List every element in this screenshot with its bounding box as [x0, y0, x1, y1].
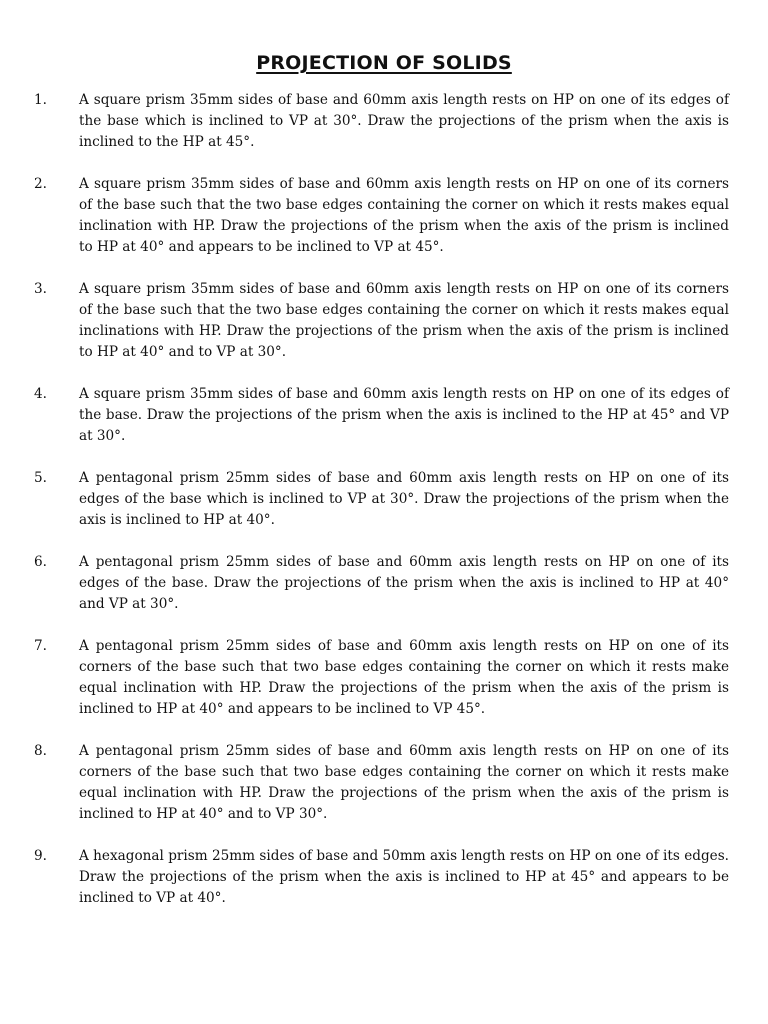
question-item-6: [0, 552, 768, 615]
question-item-7: [0, 636, 768, 720]
question-text: A pentagonal prism 25mm sides of base and 60mm axis length rests on HP on one of its edges of the base. Draw the projections of the prism when the axis is inclined to HP at 40° and VP at 30°.: [79, 554, 729, 612]
question-number: 6.: [34, 554, 47, 570]
question-number: 3.: [34, 281, 47, 297]
question-text: A square prism 35mm sides of base and 60mm axis length rests on HP on one of its edges of the base which is inclined to VP at 30°. Draw the projections of the prism when the axis is inclined to the HP at 45°.: [79, 92, 729, 150]
question-number: 4.: [34, 386, 47, 402]
question-item-1: [0, 90, 768, 153]
question-number: 9.: [34, 848, 47, 864]
question-item-2: [0, 174, 768, 258]
question-item-9: [0, 846, 768, 909]
question-text: A pentagonal prism 25mm sides of base and 60mm axis length rests on HP on one of its edges of the base which is inclined to VP at 30°. Draw the projections of the prism when the axis is inclined to HP at 40°.: [79, 470, 729, 528]
question-text: A square prism 35mm sides of base and 60mm axis length rests on HP on one of its corners of the base such that the two base edges containing the corner on which it rests makes equal inclination with HP. Draw the projections of the prism when the axis of the prism is inclined to HP at 40° and appears to be inclined to VP at 45°.: [79, 176, 729, 255]
question-number: 5.: [34, 470, 47, 486]
page-title: [0, 52, 768, 74]
question-text: A hexagonal prism 25mm sides of base and 50mm axis length rests on HP on one of its edges. Draw the projections of the prism when the axis is inclined to HP at 45° and appears to be inclined to VP at 40°.: [79, 848, 729, 906]
question-number: 8.: [34, 743, 47, 759]
question-item-5: [0, 468, 768, 531]
question-number: 7.: [34, 638, 47, 654]
question-text: A pentagonal prism 25mm sides of base and 60mm axis length rests on HP on one of its corners of the base such that two base edges containing the corner on which it rests make equal inclination with HP. Draw the projections of the prism when the axis of the prism is inclined to HP at 40° and to VP 30°.: [79, 743, 729, 822]
question-item-8: [0, 741, 768, 825]
page-title-text: PROJECTION OF SOLIDS: [256, 52, 512, 74]
question-text: A square prism 35mm sides of base and 60mm axis length rests on HP on one of its corners of the base such that the two base edges containing the corner on which it rests makes equal inclinations with HP. Draw the projections of the prism when the axis of the prism is inclined to HP at 40° and to VP at 30°.: [79, 281, 729, 360]
question-item-4: [0, 384, 768, 447]
question-number: 2.: [34, 176, 47, 192]
question-list: [0, 90, 768, 930]
question-item-3: [0, 279, 768, 363]
question-number: 1.: [34, 92, 47, 108]
question-text: A pentagonal prism 25mm sides of base and 60mm axis length rests on HP on one of its corners of the base such that two base edges containing the corner on which it rests make equal inclination with HP. Draw the projections of the prism when the axis of the prism is inclined to HP at 40° and appears to be inclined to VP 45°.: [79, 638, 729, 717]
question-text: A square prism 35mm sides of base and 60mm axis length rests on HP on one of its edges of the base. Draw the projections of the prism when the axis is inclined to the HP at 45° and VP at 30°.: [79, 386, 729, 444]
